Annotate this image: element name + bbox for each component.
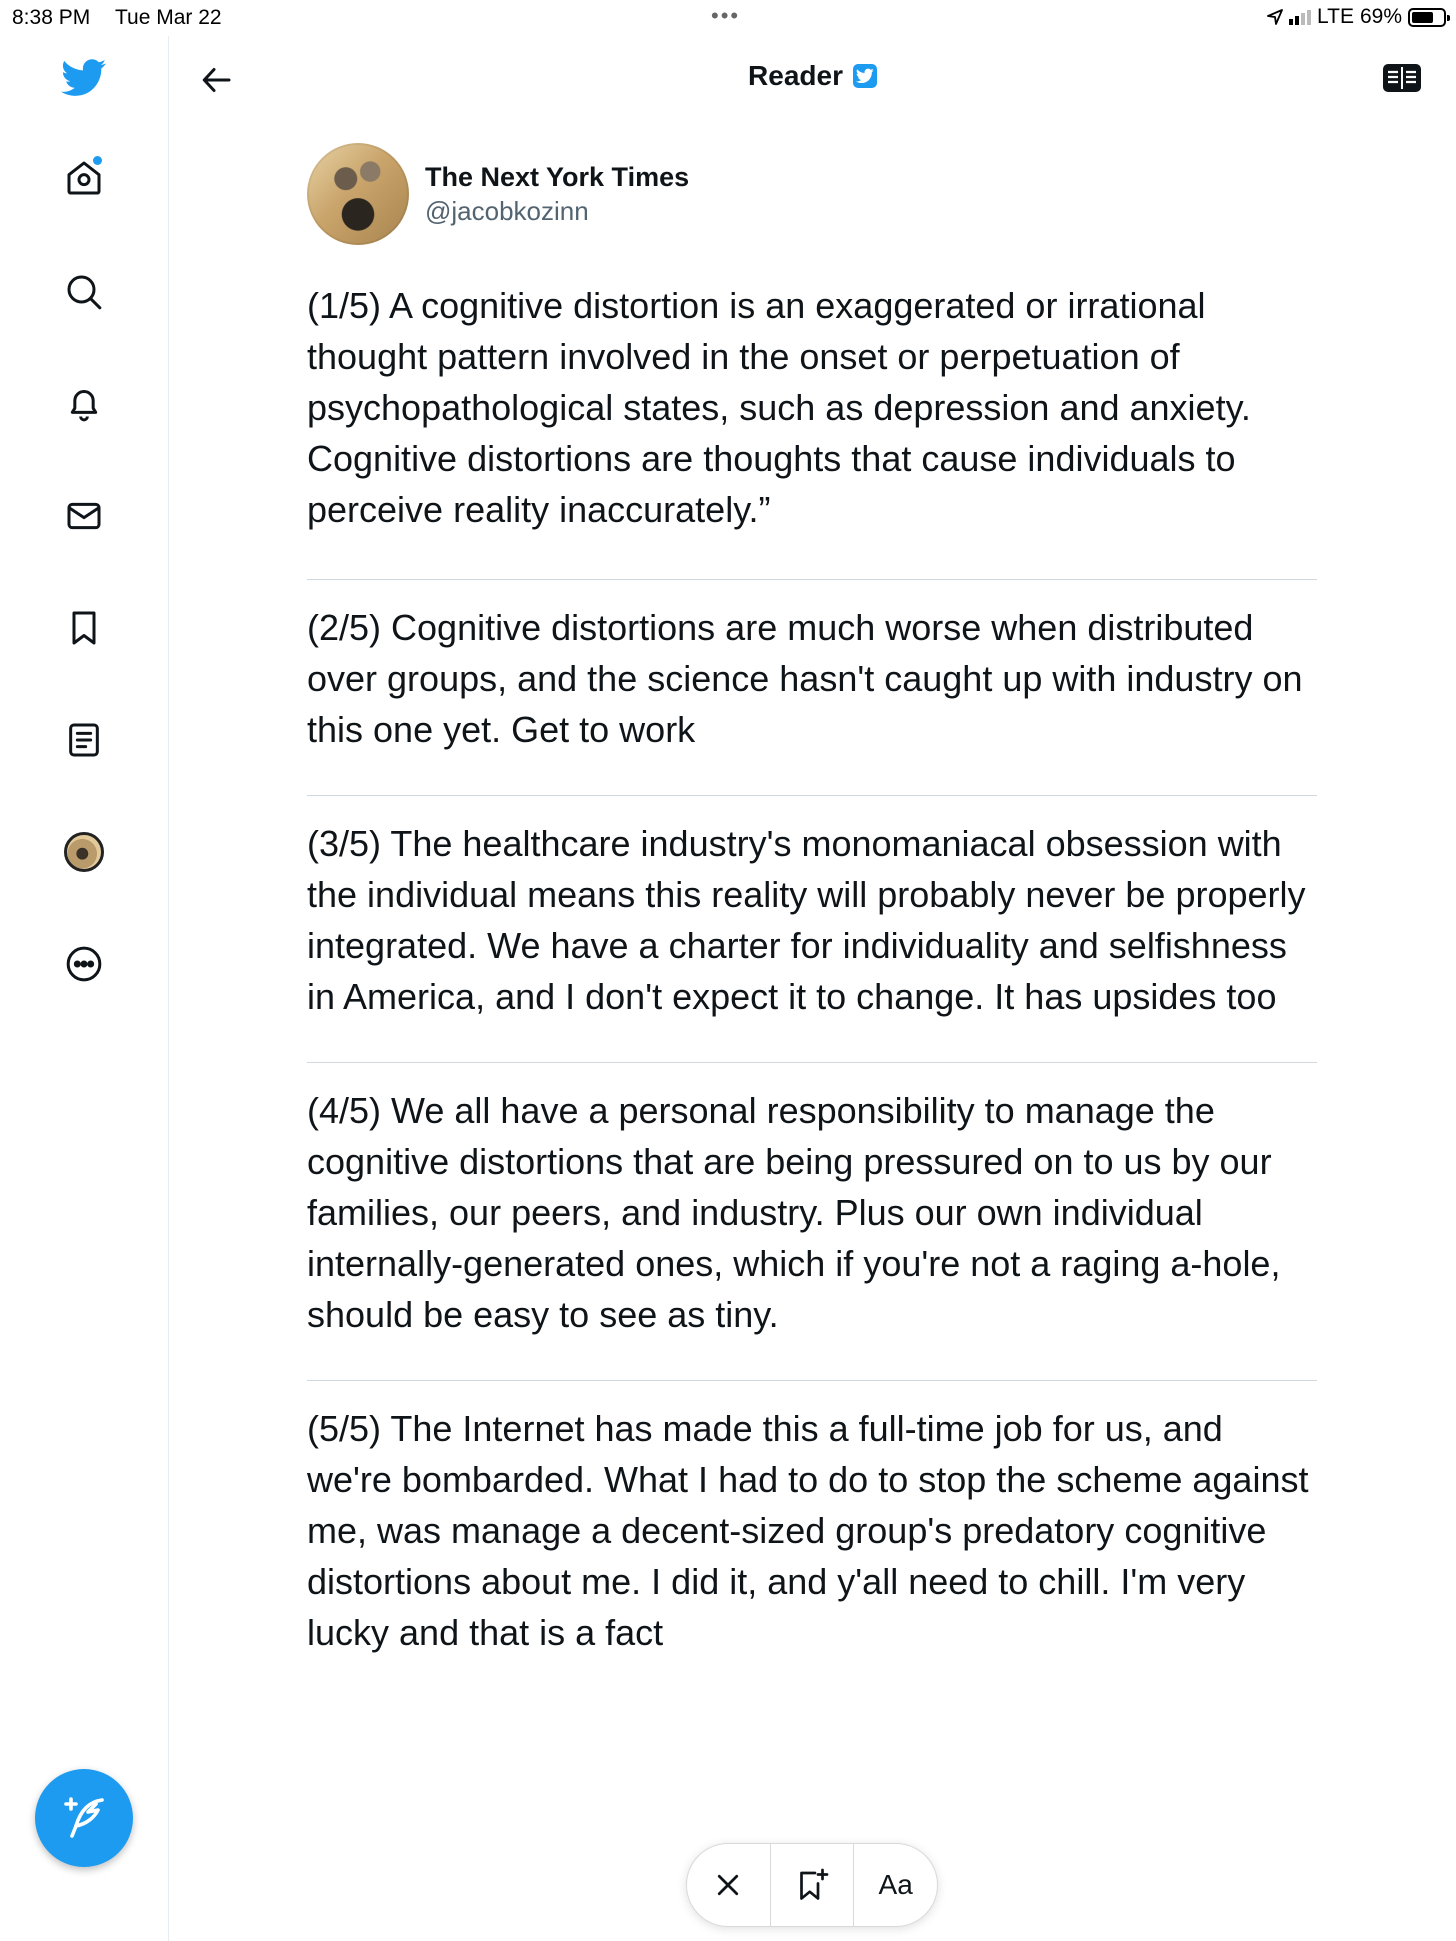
thread-tweet-4: (4/5) We all have a personal responsibility to manage the cognitive distortions that are being pressured on to us by our families, our peers, and industry. Plus our own individual internally-generated ones, which if you're not a raging a-hole, should be easy to see as tiny.	[307, 1062, 1317, 1380]
verified-badge-icon	[853, 64, 877, 88]
more-icon[interactable]	[60, 940, 108, 988]
reader-content	[307, 140, 1317, 1698]
close-icon	[713, 1870, 743, 1900]
thread-tweet-2: (2/5) Cognitive distortions are much worse when distributed over groups, and the science hasn't caught up with industry on this one yet. Get to work	[307, 579, 1317, 795]
reader-toolbar	[686, 1843, 938, 1927]
thread-tweet-3: (3/5) The healthcare industry's monomaniacal obsession with the individual means this reality will probably never be properly integrated. We have a charter for individuality and selfishness in America, and I don't expect it to change. It has upsides too	[307, 795, 1317, 1062]
sidebar	[0, 36, 169, 1941]
multitasking-dots-icon[interactable]: •••	[711, 3, 741, 28]
header-title-group	[169, 60, 1456, 92]
signal-strength-icon	[1289, 9, 1311, 25]
battery-fill	[1412, 12, 1433, 23]
author-handle[interactable]: @jacobkozinn	[425, 196, 589, 226]
page-title: Reader	[748, 60, 843, 91]
battery-icon	[1408, 8, 1446, 27]
status-bar	[0, 0, 1456, 36]
bookmark-add-icon	[794, 1867, 830, 1903]
thread-tweet-1: (1/5) A cognitive distortion is an exaggerated or irrational thought pattern involved in the onset or perpetuation of psychopathological states, such as depression and anxiety. Cognitive distortions are thoughts that cause individuals to perceive reality inaccurately.”	[307, 285, 1251, 530]
close-button[interactable]	[687, 1844, 770, 1926]
reader-mode-icon	[1382, 62, 1422, 96]
list-icon[interactable]	[60, 716, 108, 764]
profile-avatar[interactable]	[60, 828, 108, 876]
network-type: LTE	[1317, 5, 1354, 28]
font-size-button[interactable]: Aa	[853, 1844, 937, 1926]
location-arrow-icon	[1267, 9, 1283, 25]
compose-feather-icon	[60, 1794, 108, 1842]
thread-tweet-5: (5/5) The Internet has made this a full-time job for us, and we're bombarded. What I had to do to stop the scheme against me, was manage a decent-sized group's predatory cognitive distortions about me. I did it, and y'all need to chill. I'm very lucky and that is a fact	[307, 1380, 1317, 1698]
search-icon[interactable]	[60, 268, 108, 316]
notification-dot	[93, 156, 102, 165]
header	[169, 36, 1456, 122]
status-date: Tue Mar 22	[115, 6, 222, 29]
author-avatar[interactable]	[307, 143, 409, 245]
twitter-bird-icon[interactable]	[60, 54, 108, 102]
bookmark-icon[interactable]	[60, 604, 108, 652]
battery-percent: 69%	[1359, 5, 1402, 28]
author-info	[425, 160, 689, 228]
reader-mode-button[interactable]	[1382, 62, 1422, 96]
author-name[interactable]: The Next York Times	[425, 162, 690, 192]
status-time: 8:38 PM	[12, 6, 91, 29]
avatar	[64, 832, 104, 872]
home-icon[interactable]	[60, 154, 108, 202]
mail-icon[interactable]	[60, 492, 108, 540]
bell-icon[interactable]	[60, 380, 108, 428]
author-header[interactable]	[307, 140, 1317, 248]
status-right	[1267, 5, 1446, 29]
compose-tweet-button[interactable]	[35, 1769, 133, 1867]
add-bookmark-button[interactable]	[770, 1844, 854, 1926]
